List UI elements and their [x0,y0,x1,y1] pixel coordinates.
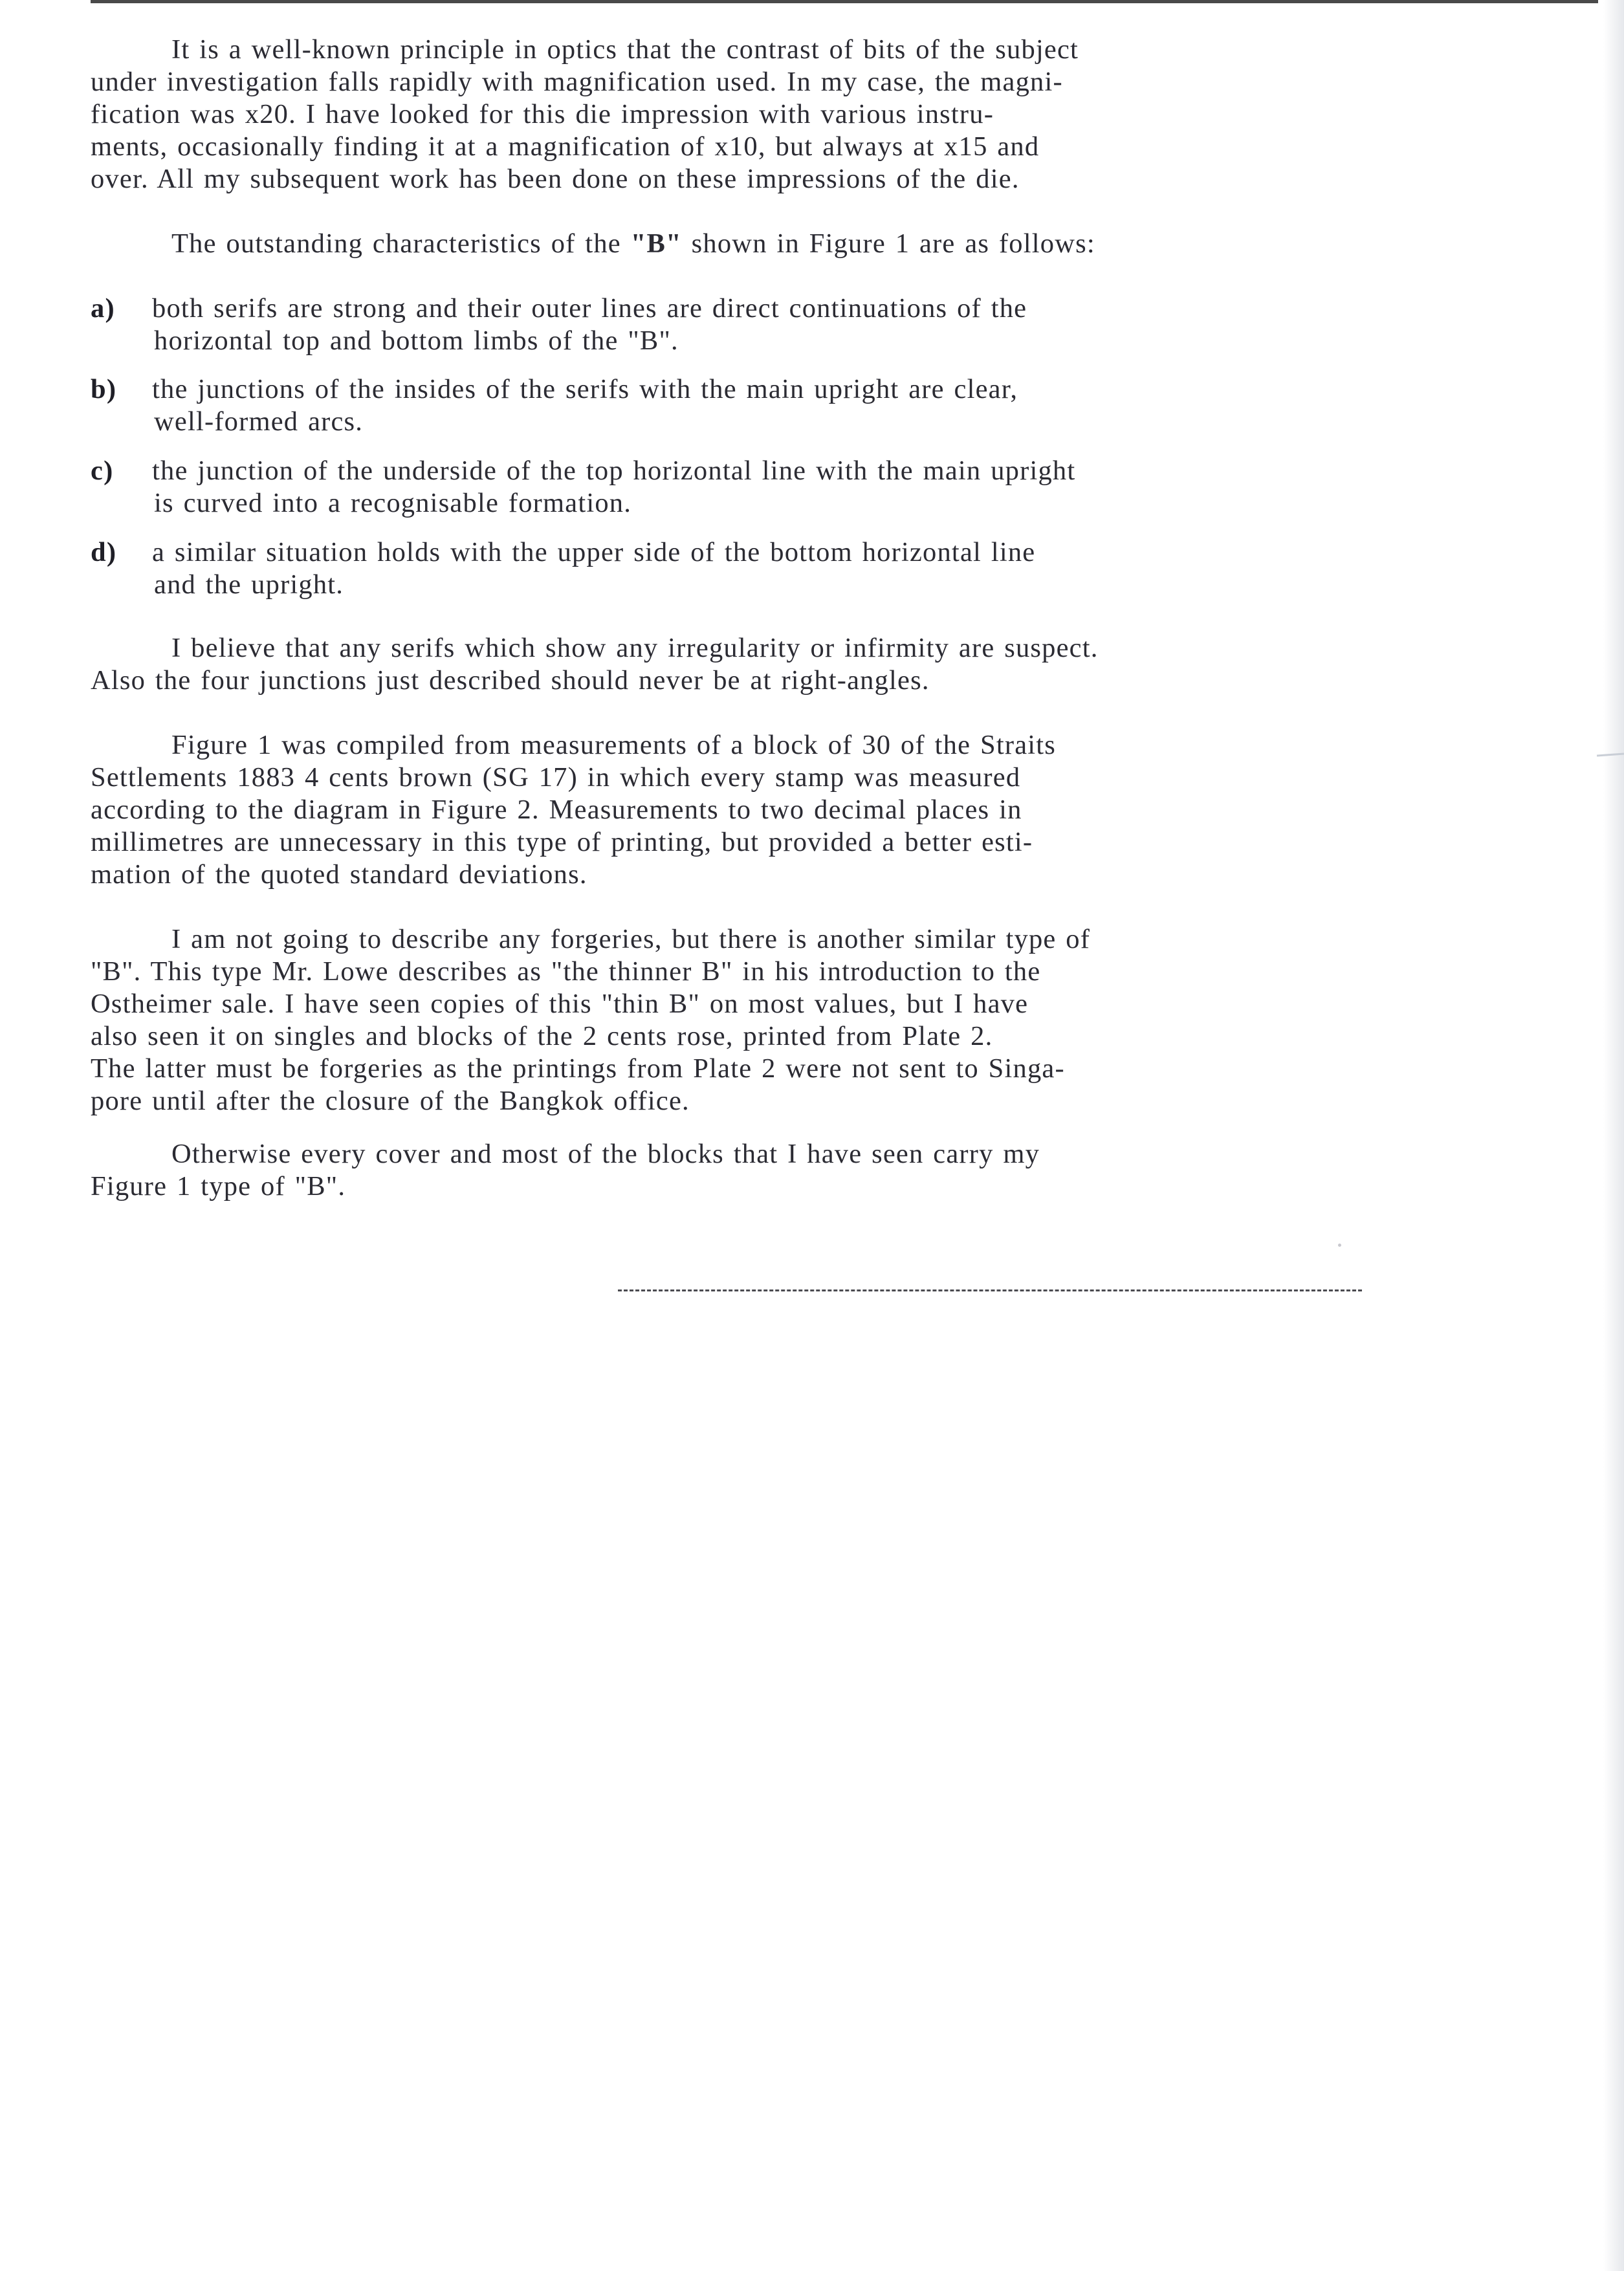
text-line: It is a well-known principle in optics that the contrast of bits of the subject [171,34,1079,65]
text-line: and the upright. [154,569,344,600]
text-line: Figure 1 type of "B". [91,1171,346,1201]
text-line: I believe that any serifs which show any irregularity or infirmity are suspect. [171,633,1099,663]
paragraph-gap [91,601,1352,632]
text-line: over. All my subsequent work has been done on these impressions of the die. [91,164,1020,194]
list-item-a [91,292,1352,357]
paragraph-otherwise [91,1138,1352,1203]
text-line: millimetres are unnecessary in this type of printing, but provided a better esti- [91,827,1033,857]
text-line: is curved into a recognisable formation. [154,488,632,518]
page-edge-shadow [1603,0,1624,2271]
text-line: well-formed arcs. [154,406,364,437]
text-line: fication was x20. I have looked for this die impression with various instru- [91,99,994,129]
list-gap [91,357,1352,373]
paragraph-gap [91,1117,1352,1138]
text-line: mation of the quoted standard deviations. [91,859,587,890]
list-item-b [91,373,1352,438]
top-rule [91,0,1598,3]
text-line: Settlements 1883 4 cents brown (SG 17) in which every stamp was measured [91,762,1021,793]
text-line: Ostheimer sale. I have seen copies of this "thin B" on most values, but I have [91,989,1029,1019]
text-line: Figure 1 was compiled from measurements of a block of 30 of the Straits [171,730,1057,760]
text-line: a similar situation holds with the upper side of the bottom horizontal line [152,537,1036,567]
paper-speck [1338,1244,1341,1247]
list-gap [91,438,1352,455]
paragraph-figure-1 [91,729,1352,891]
text-line: The latter must be forgeries as the printings from Plate 2 were not sent to Singa- [91,1053,1065,1084]
text-line [91,228,1352,260]
text-line: "B". This type Mr. Lowe describes as "the thinner B" in his introduction to the [91,956,1041,987]
body-text [91,34,1352,1203]
text-line: Also the four junctions just described should never be at right-angles. [91,665,930,696]
paragraph-forgeries [91,923,1352,1117]
bold-b-label: "B" [630,228,682,259]
text-line: ments, occasionally finding it at a magnification of x10, but always at x15 and [91,131,1040,162]
list-gap [91,520,1352,536]
text-line: both serifs are strong and their outer lines are direct continuations of the [152,293,1027,324]
paragraph-characteristics-intro [91,228,1352,260]
paragraph-optics [91,34,1352,195]
paragraph-gap [91,697,1352,729]
list-item-d [91,536,1352,601]
text-line: horizontal top and bottom limbs of the "B". [154,325,679,356]
paragraph-gap [91,195,1352,228]
list-marker: c) [91,455,114,486]
list-marker: b) [91,374,117,404]
text-line: pore until after the closure of the Bangkok office. [91,1086,690,1116]
text-line: the junction of the underside of the top horizontal line with the main upright [152,455,1076,486]
text-line: also seen it on singles and blocks of the 2 cents rose, printed from Plate 2. [91,1021,993,1051]
paragraph-gap [91,891,1352,923]
text-run: shown in Figure 1 are as follows: [681,228,1095,259]
paragraph-serifs [91,632,1352,697]
text-line: Otherwise every cover and most of the blocks that I have seen carry my [171,1139,1040,1169]
list-marker: a) [91,293,115,324]
text-line: the junctions of the insides of the serifs with the main upright are clear, [152,374,1018,404]
text-line: under investigation falls rapidly with magnification used. In my case, the magni- [91,67,1063,97]
dashed-end-rule [618,1289,1362,1291]
list-marker: d) [91,537,117,567]
text-run: The outstanding characteristics of the [171,228,631,259]
paragraph-gap [91,260,1352,292]
text-line: according to the diagram in Figure 2. Measurements to two decimal places in [91,795,1022,825]
text-line: I am not going to describe any forgeries, but there is another similar type of [171,924,1091,954]
list-item-c [91,455,1352,520]
